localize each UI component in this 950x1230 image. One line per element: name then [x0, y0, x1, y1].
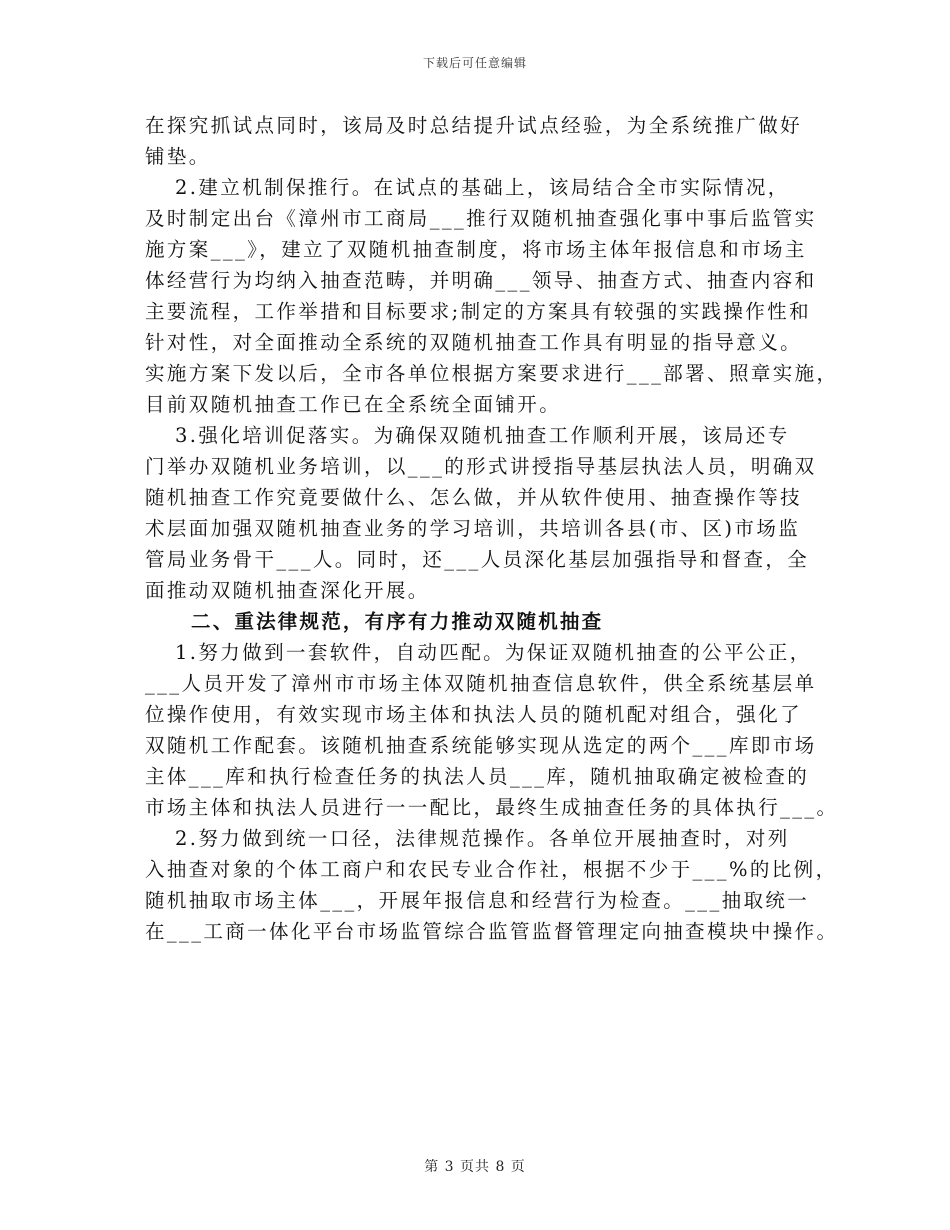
text-line: 随机抽取市场主体___，开展年报信息和经营行为检查。___抽取统一 [145, 889, 810, 912]
text-line: 1.努力做到一套软件，自动匹配。为保证双随机抽查的公平公正， [175, 641, 812, 664]
text-line: 在探究抓试点同时，该局及时总结提升试点经验，为全系统推广做好 [145, 114, 803, 137]
text-line: ___人员开发了漳州市市场主体双随机抽查信息软件，供全系统基层单 [145, 672, 817, 695]
text-line: 入抽查对象的个体工商户和农民专业合作社，根据不少于___%的比例， [145, 858, 838, 881]
text-line: 铺垫。 [145, 145, 211, 168]
text-line: 主体___库和执行检查任务的执法人员___库，随机抽取确定被检查的 [145, 765, 810, 788]
text-line: 位操作使用，有效实现市场主体和执法人员的随机配对组合，强化了 [145, 703, 803, 726]
text-line: 主要流程，工作举措和目标要求;制定的方案具有较强的实践操作性和 [145, 300, 811, 323]
text-line: 实施方案下发以后，全市各单位根据方案要求进行___部署、照章实施， [145, 362, 839, 385]
text-line: 针对性，对全面推动全系统的双随机抽查工作具有明显的指导意义。 [145, 331, 803, 354]
text-line: 双随机工作配套。该随机抽查系统能够实现从选定的两个___库即市场 [145, 734, 817, 757]
text-line: 随机抽查工作究竟要做什么、怎么做，并从软件使用、抽查操作等技 [145, 486, 803, 509]
page-footer: 第 3 页共 8 页 [424, 1159, 526, 1175]
text-line: 2.努力做到统一口径，法律规范操作。各单位开展抽查时，对列 [175, 827, 790, 850]
section-heading: 二、重法律规范，有序有力推动双随机抽查 [191, 610, 604, 633]
text-line: 术层面加强双随机抽查业务的学习培训，共培训各县(市、区)市场监 [145, 517, 801, 540]
text-line: 3.强化培训促落实。为确保双随机抽查工作顺利开展，该局还专 [175, 424, 790, 447]
text-line: 管局业务骨干___人。同时，还___人员深化基层加强指导和督查，全 [145, 548, 810, 571]
text-line: 施方案___》，建立了双随机抽查制度，将市场主体年报信息和市场主 [145, 238, 807, 261]
text-line: 在___工商一体化平台市场监管综合监管监督管理定向抽查模块中操作。 [145, 920, 839, 943]
text-line: 及时制定出台《漳州市工商局___推行双随机抽查强化事中事后监管实 [145, 207, 817, 230]
text-line: 门举办双随机业务培训，以___的形式讲授指导基层执法人员，明确双 [145, 455, 817, 478]
text-line: 面推动双随机抽查深化开展。 [145, 579, 430, 602]
text-line: 市场主体和执法人员进行一一配比，最终生成抽查任务的具体执行___。 [145, 796, 839, 819]
text-line: 目前双随机抽查工作已在全系统全面铺开。 [145, 393, 562, 416]
text-line: 体经营行为均纳入抽查范畴，并明确___领导、抽查方式、抽查内容和 [145, 269, 817, 292]
document-body [145, 110, 839, 947]
text-line: 2.建立机制保推行。在试点的基础上，该局结合全市实际情况， [175, 176, 790, 199]
page-header: 下载后可任意编辑 [422, 56, 527, 70]
